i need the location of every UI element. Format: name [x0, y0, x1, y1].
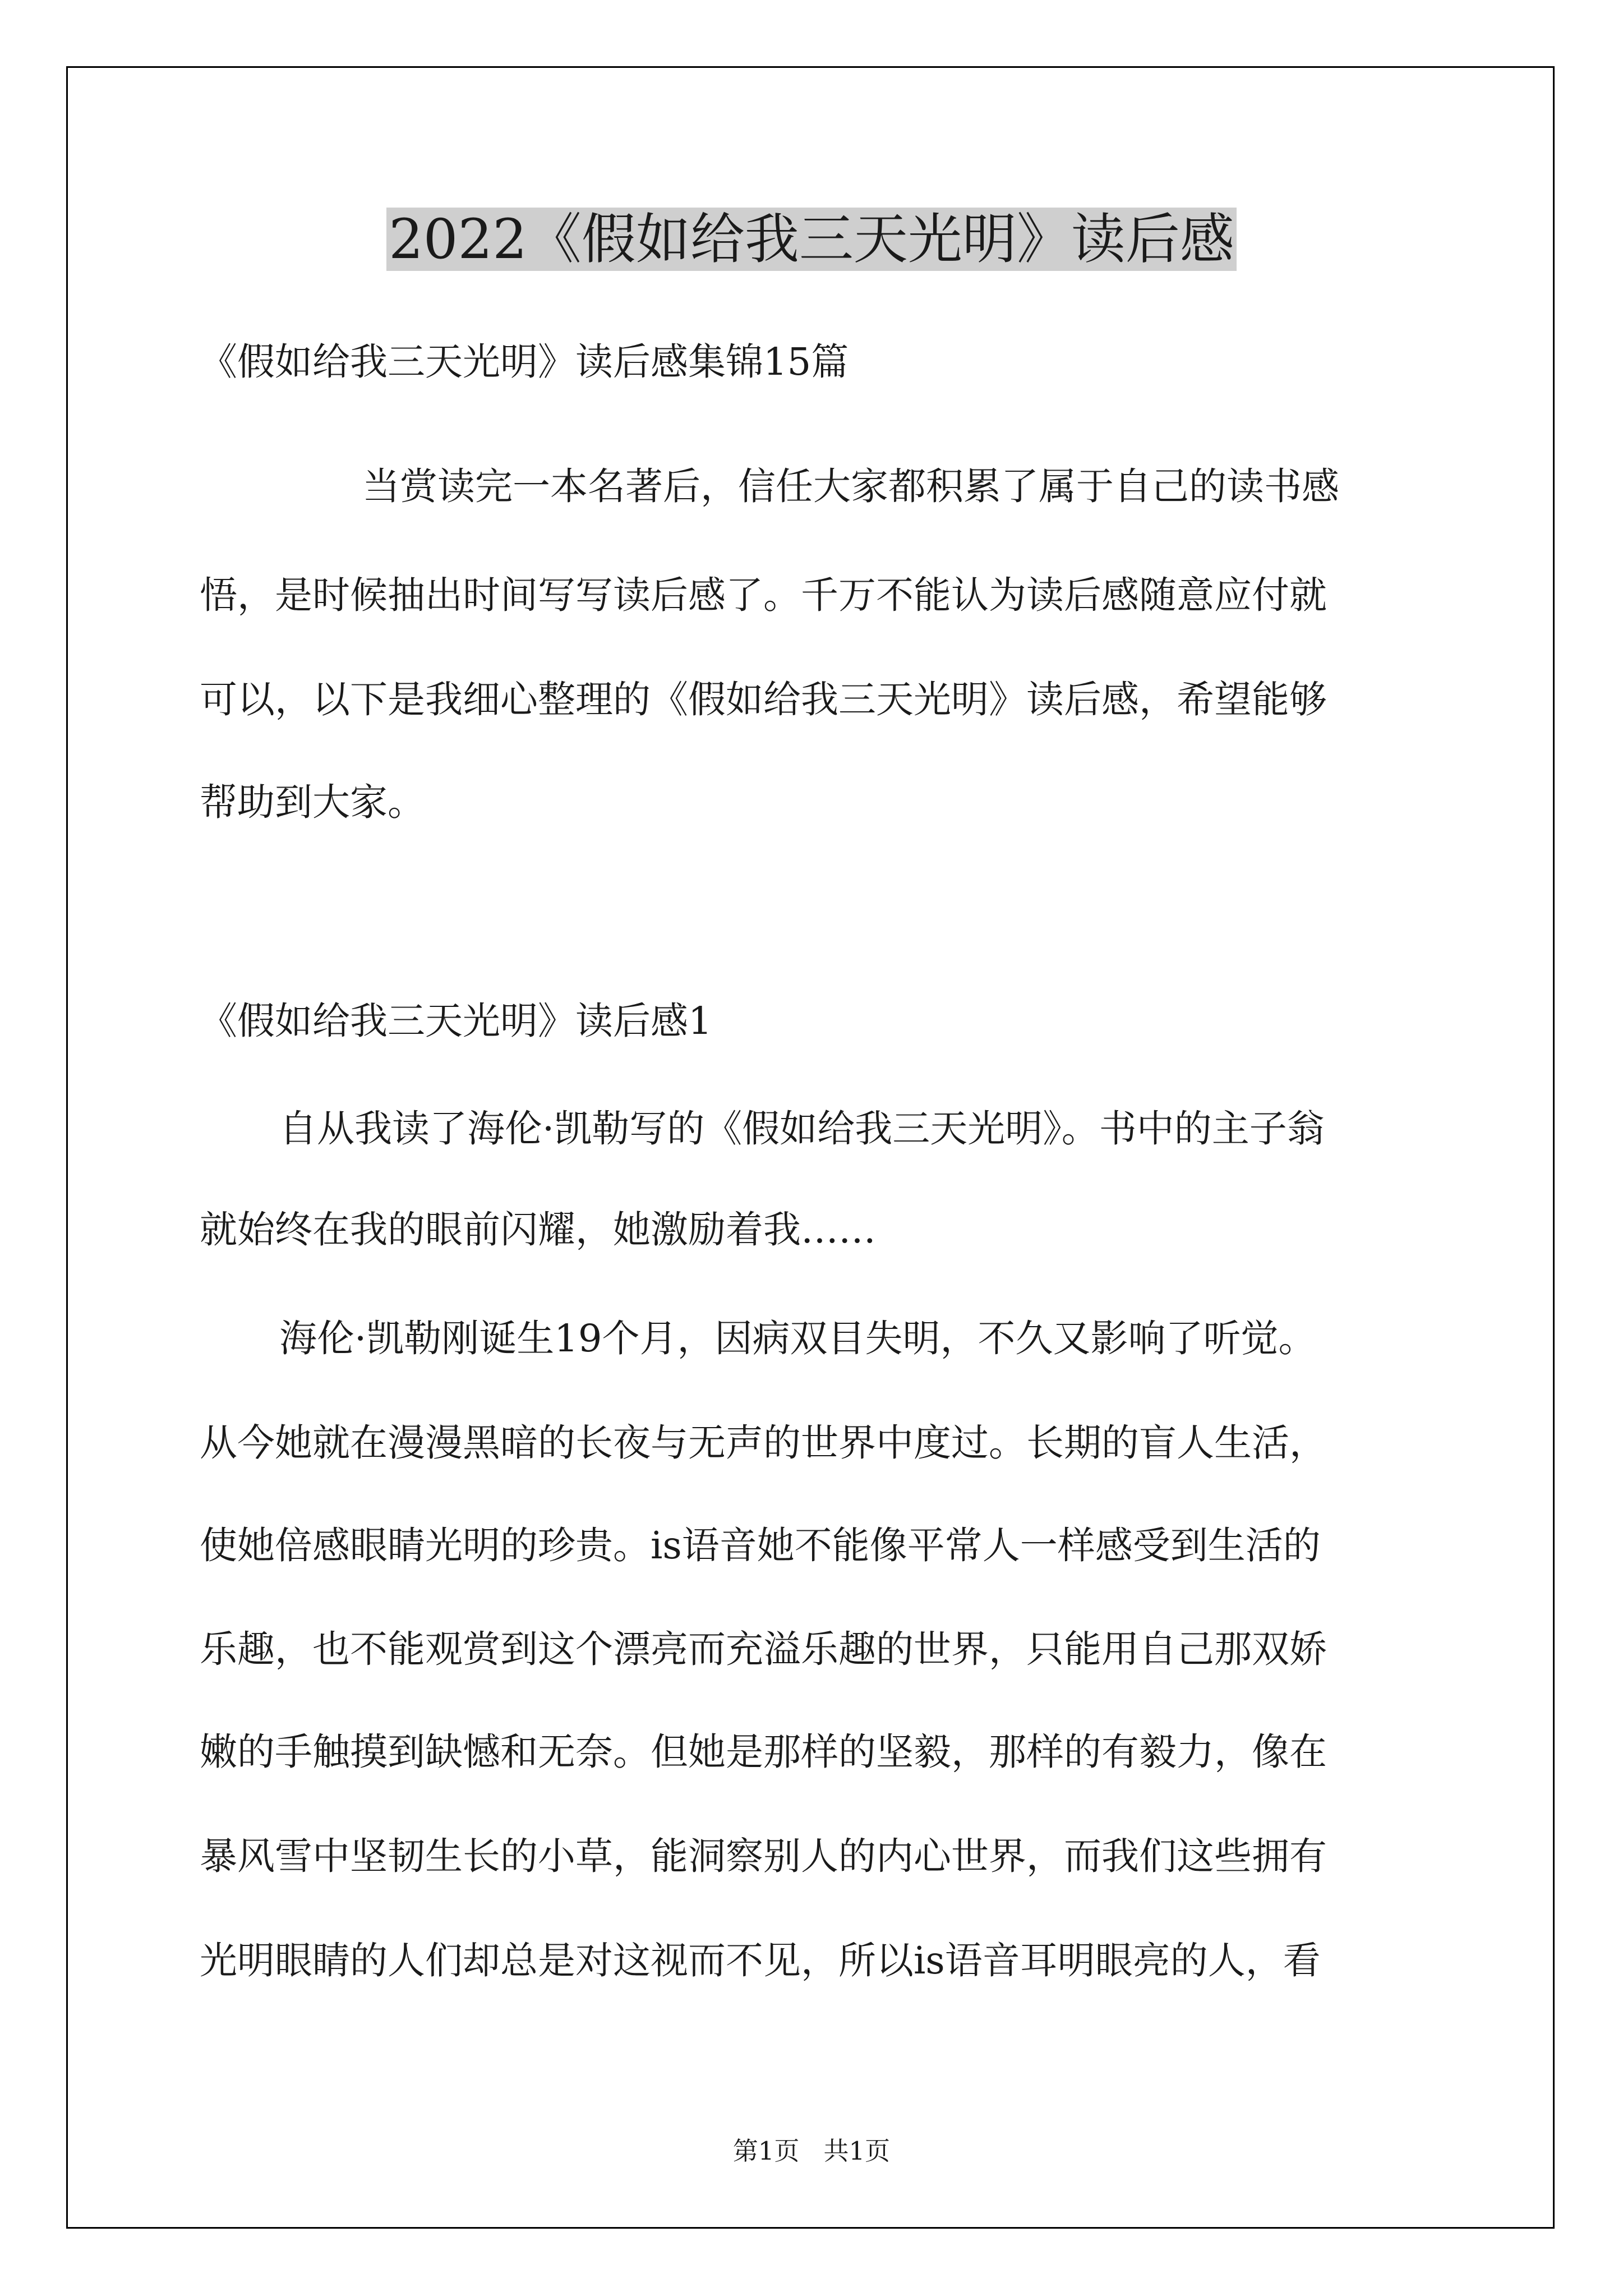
- body-line: 就始终在我的眼前闪耀，她激励着我……: [200, 1208, 876, 1251]
- body-line: 乐趣，也不能观赏到这个漂亮而充溢乐趣的世界，只能用自己那双娇: [200, 1627, 1327, 1671]
- intro-line: 悟，是时候抽出时间写写读后感了。千万不能认为读后感随意应付就: [200, 573, 1327, 617]
- body-line: 海伦·凯勒刚诞生19个月，因病双目失明，不久又影响了听觉。: [279, 1317, 1316, 1360]
- subtitle: 《假如给我三天光明》读后感集锦15篇: [200, 340, 849, 384]
- section-heading: 《假如给我三天光明》读后感1: [200, 999, 712, 1043]
- intro-line: 可以，以下是我细心整理的《假如给我三天光明》读后感，希望能够: [200, 678, 1327, 721]
- intro-line: 帮助到大家。: [200, 780, 425, 824]
- document-title: [0, 203, 1623, 276]
- body-line: 使她倍感眼睛光明的珍贵。is语音她不能像平常人一样感受到生活的: [200, 1524, 1321, 1567]
- body-line: 光明眼睛的人们却总是对这视而不见，所以is语音耳明眼亮的人，看: [200, 1939, 1321, 1982]
- body-line: 暴风雪中坚韧生长的小草，能洞察别人的内心世界，而我们这些拥有: [200, 1834, 1327, 1878]
- document-title-text: 2022《假如给我三天光明》读后感: [386, 208, 1237, 271]
- intro-line: 当赏读完一本名著后，信任大家都积累了属于自己的读书感: [362, 464, 1339, 508]
- body-line: 从今她就在漫漫黑暗的长夜与无声的世界中度过。长期的盲人生活，: [200, 1421, 1327, 1465]
- body-line: 自从我读了海伦·凯勒写的《假如给我三天光明》。书中的主子翁: [279, 1107, 1325, 1151]
- page-footer: 第1页 共1页: [732, 2136, 891, 2166]
- body-line: 嫩的手触摸到缺憾和无奈。但她是那样的坚毅，那样的有毅力，像在: [200, 1730, 1327, 1774]
